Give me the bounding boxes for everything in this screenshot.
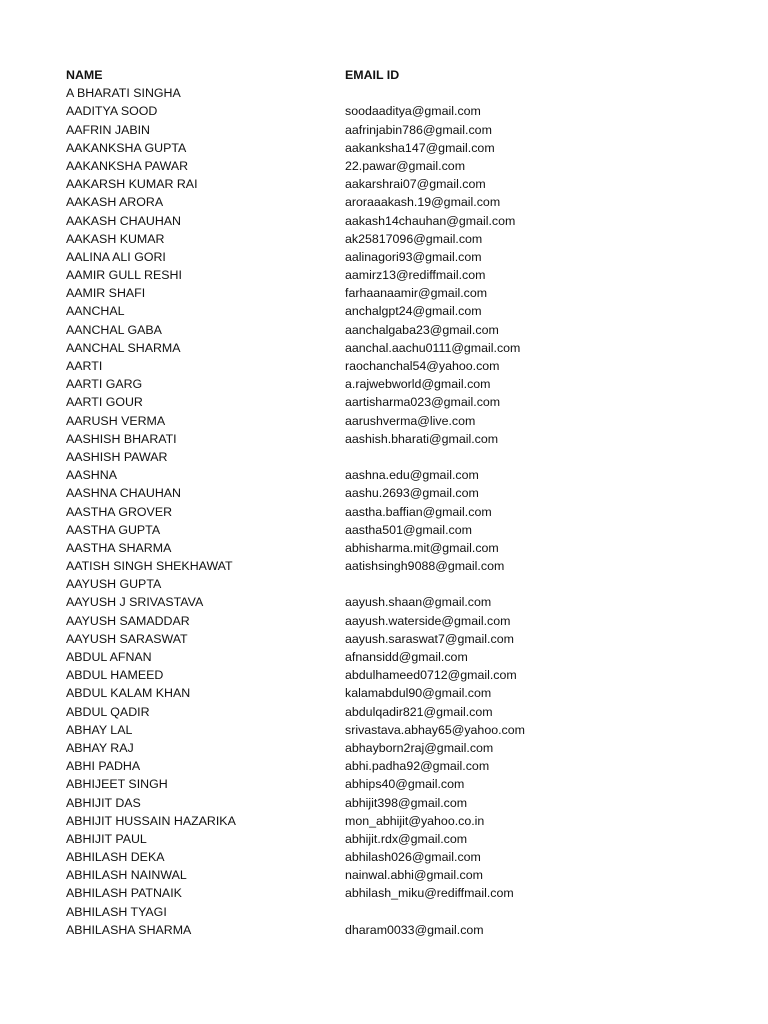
table-row	[66, 339, 746, 357]
table-row	[66, 775, 746, 793]
contact-name: AASTHA GROVER	[66, 504, 173, 519]
contact-email: abhayborn2raj@gmail.com	[345, 740, 494, 755]
contact-name: AASHISH BHARATI	[66, 431, 177, 446]
contact-name: AARTI GARG	[66, 377, 143, 392]
table-row	[66, 266, 746, 284]
table-row	[66, 721, 746, 739]
contact-email: abdulhameed0712@gmail.com	[345, 668, 517, 683]
contact-email: aatishsingh9088@gmail.com	[345, 559, 505, 574]
contact-email	[345, 84, 746, 102]
name-column-header: NAME	[66, 68, 103, 82]
table-row	[66, 248, 746, 266]
contact-name: ABHIJEET SINGH	[66, 777, 168, 792]
contact-name: AAKASH KUMAR	[66, 231, 165, 246]
table-row	[66, 321, 746, 339]
table-row	[66, 484, 746, 502]
contact-email: abdulqadir821@gmail.com	[345, 704, 493, 719]
contact-name: ABHAY LAL	[66, 722, 133, 737]
contact-email: afnansidd@gmail.com	[345, 650, 468, 664]
contact-email: aanchalgaba23@gmail.com	[345, 322, 499, 337]
contact-email: aastha501@gmail.com	[345, 522, 472, 537]
contact-name: AASHNA	[66, 468, 117, 483]
contact-email: mon_abhijit@yahoo.co.in	[345, 813, 485, 828]
contact-name: AARUSH VERMA	[66, 413, 166, 428]
table-row	[66, 557, 746, 575]
contact-email: aanchal.aachu0111@gmail.com	[345, 340, 521, 355]
contact-name: AAKANKSHA GUPTA	[66, 140, 187, 155]
table-row	[66, 430, 746, 448]
contact-name: AASTHA SHARMA	[66, 540, 172, 555]
contact-name: AAKARSH KUMAR RAI	[66, 177, 198, 192]
table-row	[66, 157, 746, 175]
contact-name: ABHAY RAJ	[66, 740, 134, 755]
contact-name: AALINA ALI GORI	[66, 249, 166, 264]
contact-name: AASHNA CHAUHAN	[66, 486, 181, 501]
table-row	[66, 412, 746, 430]
contact-email: abhips40@gmail.com	[345, 777, 465, 792]
contact-name: AASTHA GUPTA	[66, 522, 161, 537]
table-row	[66, 739, 746, 757]
contact-name: AAYUSH GUPTA	[66, 577, 162, 592]
table-row	[66, 921, 746, 939]
table-row	[66, 593, 746, 611]
contact-name: ABHILASHA SHARMA	[66, 922, 192, 937]
contact-name: AAMIR GULL RESHI	[66, 268, 182, 283]
table-row	[66, 848, 746, 866]
contact-email: abhijit398@gmail.com	[345, 795, 468, 810]
contact-name: AADITYA SOOD	[66, 104, 158, 119]
table-row	[66, 575, 746, 593]
contact-email: soodaaditya@gmail.com	[345, 104, 481, 119]
contact-email	[345, 903, 746, 921]
contact-name: AAYUSH J SRIVASTAVA	[66, 595, 204, 610]
contact-name: ABDUL HAMEED	[66, 668, 164, 683]
contact-name: AATISH SINGH SHEKHAWAT	[66, 559, 233, 574]
contact-email: abhilash_miku@rediffmail.com	[345, 886, 514, 901]
table-row	[66, 393, 746, 411]
contact-name: AARTI GOUR	[66, 395, 143, 410]
contact-email	[345, 448, 746, 466]
contact-email: aartisharma023@gmail.com	[345, 395, 501, 410]
table-row	[66, 666, 746, 684]
contact-email: aayush.waterside@gmail.com	[345, 613, 511, 628]
contact-email: farhaanaamir@gmail.com	[345, 286, 488, 301]
contact-name: AAKANKSHA PAWAR	[66, 158, 189, 173]
table-row	[66, 866, 746, 884]
contact-name: AAYUSH SAMADDAR	[66, 613, 190, 628]
contact-name: AARTI	[66, 359, 103, 373]
contact-email	[345, 575, 746, 593]
contact-email: aashish.bharati@gmail.com	[345, 431, 499, 446]
table-row	[66, 84, 746, 102]
contact-email: aafrinjabin786@gmail.com	[345, 122, 492, 137]
contact-email: aakash14chauhan@gmail.com	[345, 213, 516, 228]
contact-email: kalamabdul90@gmail.com	[345, 686, 492, 701]
contact-name: AANCHAL SHARMA	[66, 340, 181, 355]
header-row	[66, 66, 746, 84]
table-row	[66, 102, 746, 120]
table-row	[66, 503, 746, 521]
table-row	[66, 521, 746, 539]
contact-email: raochanchal54@yahoo.com	[345, 359, 500, 373]
table-row	[66, 794, 746, 812]
table-row	[66, 630, 746, 648]
table-row	[66, 539, 746, 557]
contact-name: ABHILASH TYAGI	[66, 904, 167, 919]
contact-email: aakarshrai07@gmail.com	[345, 177, 486, 192]
contact-email: anchalgpt24@gmail.com	[345, 304, 482, 319]
contact-name: ABHIJIT PAUL	[66, 831, 147, 846]
table-row	[66, 612, 746, 630]
contact-name: AAFRIN JABIN	[66, 122, 150, 137]
contact-sheet	[66, 66, 746, 939]
table-row	[66, 230, 746, 248]
contact-email: abhi.padha92@gmail.com	[345, 759, 490, 774]
contact-name: ABDUL AFNAN	[66, 650, 152, 664]
contact-email: srivastava.abhay65@yahoo.com	[345, 722, 525, 737]
table-row	[66, 812, 746, 830]
contact-name: AANCHAL GABA	[66, 322, 162, 337]
contact-email: aamirz13@rediffmail.com	[345, 268, 486, 283]
contact-email: ak25817096@gmail.com	[345, 231, 483, 246]
table-row	[66, 684, 746, 702]
table-row	[66, 175, 746, 193]
table-row	[66, 757, 746, 775]
table-row	[66, 212, 746, 230]
contact-name: AASHISH PAWAR	[66, 449, 168, 464]
contact-email: aashna.edu@gmail.com	[345, 468, 479, 483]
email-column-header: EMAIL ID	[345, 68, 400, 82]
table-row	[66, 648, 746, 666]
table-row	[66, 830, 746, 848]
contact-name: ABHIJIT DAS	[66, 795, 141, 810]
contact-email: aashu.2693@gmail.com	[345, 486, 479, 501]
contact-email: aakanksha147@gmail.com	[345, 140, 495, 155]
contact-name: ABHI PADHA	[66, 759, 141, 774]
contact-email: aastha.baffian@gmail.com	[345, 504, 492, 519]
contact-email: dharam0033@gmail.com	[345, 922, 484, 937]
contact-rows	[66, 84, 746, 939]
contact-email: abhilash026@gmail.com	[345, 850, 481, 865]
contact-email: aarushverma@live.com	[345, 413, 476, 428]
table-row	[66, 302, 746, 320]
contact-name: A BHARATI SINGHA	[66, 86, 181, 101]
table-row	[66, 357, 746, 375]
contact-email: nainwal.abhi@gmail.com	[345, 868, 483, 883]
table-row	[66, 375, 746, 393]
table-row	[66, 703, 746, 721]
table-row	[66, 284, 746, 302]
contact-email: a.rajwebworld@gmail.com	[345, 377, 491, 392]
table-row	[66, 193, 746, 211]
contact-name: ABHILASH PATNAIK	[66, 886, 182, 901]
table-row	[66, 884, 746, 902]
contact-email: abhijit.rdx@gmail.com	[345, 831, 468, 846]
contact-name: ABDUL KALAM KHAN	[66, 686, 191, 701]
contact-name: AAYUSH SARASWAT	[66, 631, 188, 646]
contact-email: abhisharma.mit@gmail.com	[345, 540, 499, 555]
contact-name: AAKASH ARORA	[66, 195, 164, 210]
table-row	[66, 139, 746, 157]
contact-name: ABDUL QADIR	[66, 704, 150, 719]
contact-email: 22.pawar@gmail.com	[345, 158, 466, 173]
contact-name: AAMIR SHAFI	[66, 286, 146, 301]
contact-email: aayush.shaan@gmail.com	[345, 595, 492, 610]
contact-name: AAKASH CHAUHAN	[66, 213, 181, 228]
table-row	[66, 121, 746, 139]
contact-name: ABHILASH NAINWAL	[66, 868, 187, 883]
contact-email: aayush.saraswat7@gmail.com	[345, 631, 514, 646]
contact-email: aalinagori93@gmail.com	[345, 249, 482, 264]
contact-name: ABHIJIT HUSSAIN HAZARIKA	[66, 813, 236, 828]
contact-name: ABHILASH DEKA	[66, 850, 165, 865]
table-row	[66, 466, 746, 484]
table-row	[66, 903, 746, 921]
contact-name: AANCHAL	[66, 304, 125, 319]
contact-email: aroraaakash.19@gmail.com	[345, 195, 501, 210]
table-row	[66, 448, 746, 466]
